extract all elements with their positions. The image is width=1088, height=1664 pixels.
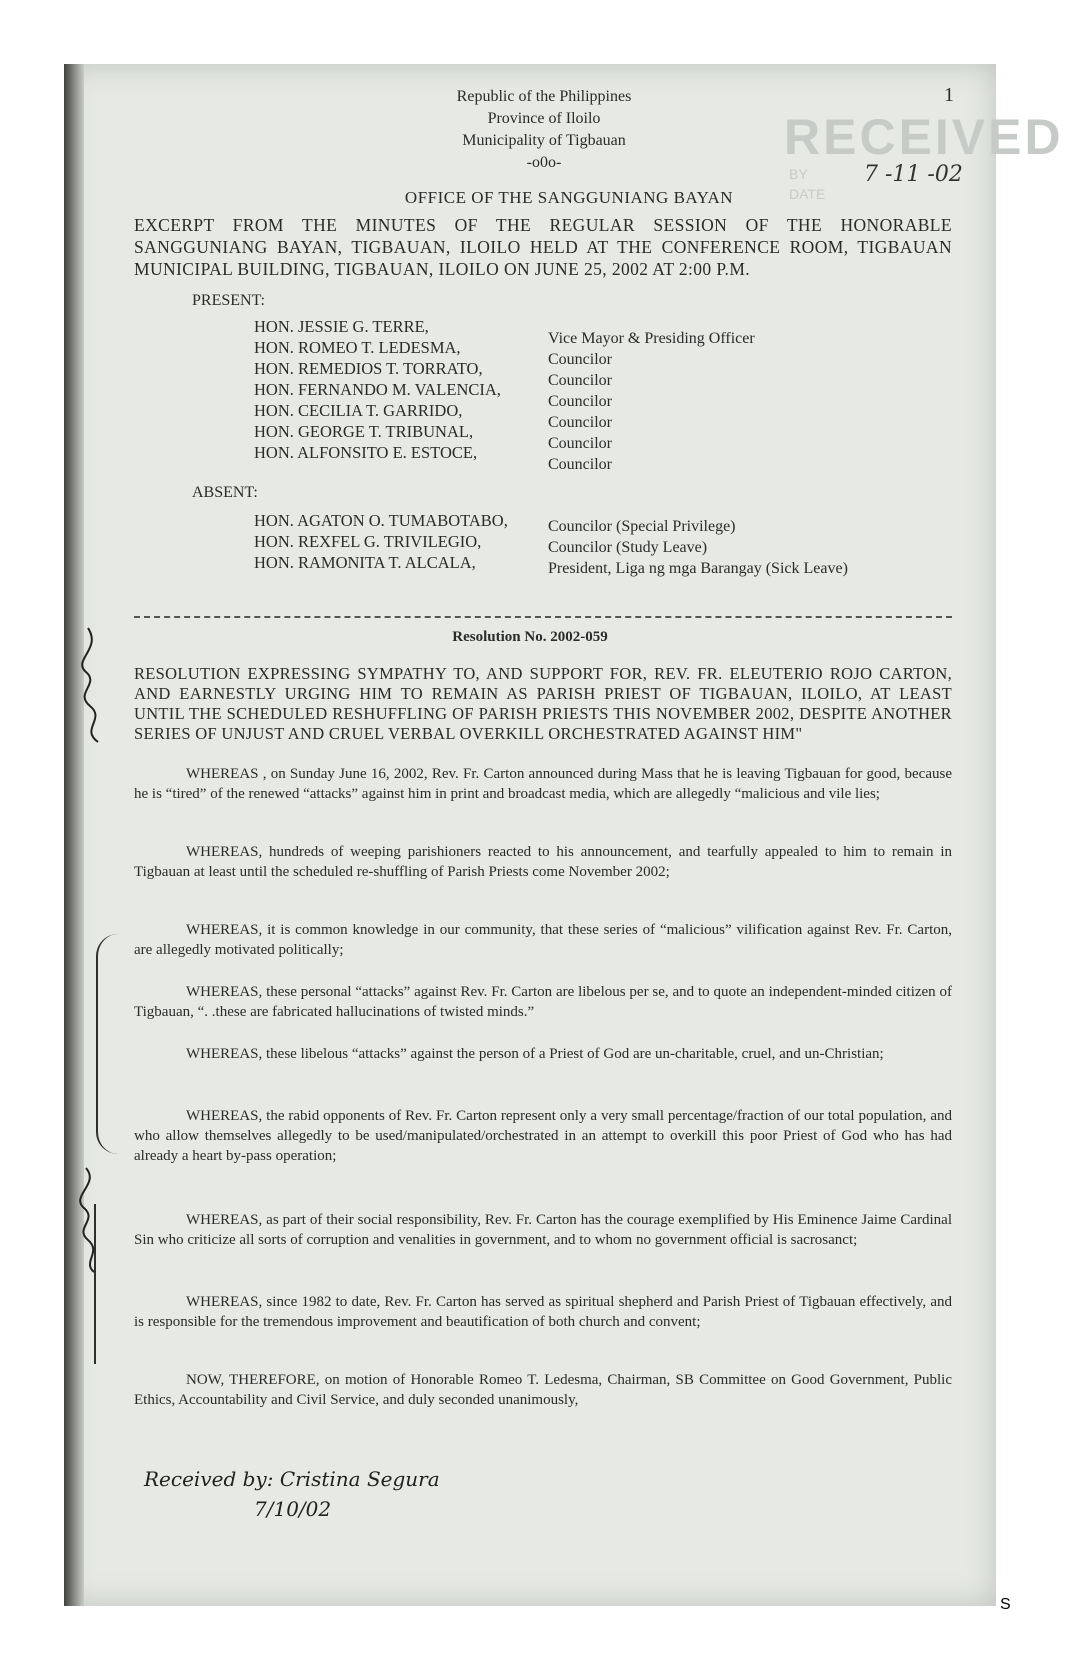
whereas-paragraph: WHEREAS, as part of their social responsibility, Rev. Fr. Carton has the courage exemplified by His Eminence Jaime Cardinal Sin who criticize all sorts of corruption and venalities in government, and to whom no government official is sacrosanct; — [134, 1212, 952, 1248]
resolution-number: Resolution No. 2002-059 — [452, 629, 608, 645]
present-name: HON. JESSIE G. TERRE, — [254, 317, 429, 336]
margin-signature — [78, 624, 113, 744]
present-name: HON. FERNANDO M. VALENCIA, — [254, 380, 501, 399]
signature-scribble-icon — [78, 1164, 104, 1274]
whereas-paragraph: WHEREAS, since 1982 to date, Rev. Fr. Carton has served as spiritual shepherd and Parish Priest of Tigbauan effectively, and is responsible for the tremendous improvement and beautification of both church and convent; — [134, 1294, 952, 1330]
received-date-text: 7/10/02 — [254, 1497, 332, 1521]
letterhead-province: Province of Iloilo — [487, 110, 601, 127]
present-role: Vice Mayor & Presiding Officer — [548, 330, 755, 347]
letterhead-republic: Republic of the Philippines — [456, 88, 632, 105]
present-role: Councilor — [548, 414, 612, 431]
received-by-note — [144, 1464, 440, 1524]
stamp-by-label: BY — [789, 166, 808, 182]
absent-role: Councilor (Study Leave) — [548, 539, 708, 556]
whereas-paragraph: WHEREAS, it is common knowledge in our community, that these series of “malicious” vilification against Rev. Fr. Carton, are allegedly motivated politically; — [134, 922, 952, 958]
whereas-paragraph: WHEREAS, these libelous “attacks” against the person of a Priest of God are un-charitable, cruel, and un-Christian; — [186, 1046, 884, 1062]
present-role: Councilor — [548, 393, 612, 410]
present-role: Councilor — [548, 372, 612, 389]
letterhead — [344, 86, 744, 174]
whereas-paragraph: WHEREAS , on Sunday June 16, 2002, Rev. Fr. Carton announced during Mass that he is leaving Tigbauan for good, because he is “tired” of the renewed “attacks” against him in print and broadcast media, which are allegedly “malicious and vile lies; — [134, 766, 952, 802]
absent-role: Councilor (Special Privilege) — [548, 518, 736, 535]
now-therefore-paragraph: NOW, THEREFORE, on motion of Honorable Romeo T. Ledesma, Chairman, SB Committee on Good Government, Public Ethics, Accountability and Civil Service, and duly seconded unanimously, — [134, 1372, 952, 1408]
dashed-divider — [134, 616, 952, 618]
present-role: Councilor — [548, 456, 612, 473]
present-name: HON. ALFONSITO E. ESTOCE, — [254, 443, 478, 462]
received-stamp: RECEIVED — [784, 109, 1064, 165]
present-name: HON. ROMEO T. LEDESMA, — [254, 338, 461, 357]
document-page — [64, 64, 1064, 1606]
present-role: Councilor — [548, 351, 612, 368]
margin-signature-lower — [78, 1164, 109, 1274]
stamp-date-handwritten: 7 -11 -02 — [864, 162, 963, 187]
resolution-title: RESOLUTION EXPRESSING SYMPATHY TO, AND SUPPORT FOR, REV. FR. ELEUTERIO ROJO CARTON, AND EARNESTLY URGING HIM TO REMAIN AS PARISH PRIEST OF TIGBAUAN, ILOILO, AT LEAST UNTIL THE SCHEDULED RESHUFFLING OF PARISH PRIESTS THIS NOVEMBER 2002, DESPITE ANOTHER SERIES OF UNJUST AND CRUEL VERBAL OVERKILL ORCHESTRATED AGAINST HIM" — [134, 664, 952, 743]
letterhead-municipality: Municipality of Tigbauan — [462, 132, 626, 149]
present-label: PRESENT: — [192, 292, 265, 309]
absent-name: HON. REXFEL G. TRIVILEGIO, — [254, 532, 482, 551]
received-by-text: Received by: Cristina Segura — [144, 1467, 440, 1491]
stamp-date-label: DATE — [789, 186, 826, 202]
signature-scribble-icon — [78, 624, 108, 744]
present-names — [254, 316, 501, 463]
absent-roles — [548, 516, 848, 579]
present-name: HON. GEORGE T. TRIBUNAL, — [254, 422, 474, 441]
absent-name: HON. AGATON O. TUMABOTABO, — [254, 511, 508, 530]
absent-name: HON. RAMONITA T. ALCALA, — [254, 553, 476, 572]
absent-label: ABSENT: — [192, 484, 258, 501]
binding-edge — [64, 64, 84, 1606]
absent-names — [254, 510, 508, 573]
present-roles — [548, 328, 755, 475]
minutes-excerpt: EXCERPT FROM THE MINUTES OF THE REGULAR SESSION OF THE HONORABLE SANGGUNIANG BAYAN, TIGBAUAN, ILOILO HELD AT THE CONFERENCE ROOM, TIGBAUAN MUNICIPAL BUILDING, TIGBAUAN, ILOILO ON JUNE 25, 2002 AT 2:00 P.M. — [134, 215, 952, 279]
whereas-paragraph: WHEREAS, hundreds of weeping parishioners reacted to his announcement, and tearfully appealed to him to remain in Tigbauan at least until the scheduled re-shuffling of Parish Priests come November 2002; — [134, 844, 952, 880]
margin-bracket — [96, 934, 118, 1154]
office-title: OFFICE OF THE SANGGUNIANG BAYAN — [404, 188, 734, 207]
whereas-paragraph: WHEREAS, these personal “attacks” against Rev. Fr. Carton are libelous per se, and to quote an independent-minded citizen of Tigbauan, “. .these are fabricated hallucinations of twisted minds.” — [134, 984, 952, 1020]
whereas-paragraph: WHEREAS, the rabid opponents of Rev. Fr. Carton represent only a very small percentage/fraction of our total population, and who allow themselves allegedly to be used/manipulated/orchestrated in an attempt to overkill this poor Priest of God who has had already a heart by-pass operation; — [134, 1108, 952, 1164]
page-number: 1 — [944, 84, 954, 106]
present-name: HON. CECILIA T. GARRIDO, — [254, 401, 463, 420]
corner-mark: S — [1000, 1596, 1011, 1613]
letterhead-ornament: -o0o- — [526, 154, 562, 171]
present-name: HON. REMEDIOS T. TORRATO, — [254, 359, 483, 378]
present-role: Councilor — [548, 435, 612, 452]
absent-role: President, Liga ng mga Barangay (Sick Leave) — [548, 560, 848, 577]
